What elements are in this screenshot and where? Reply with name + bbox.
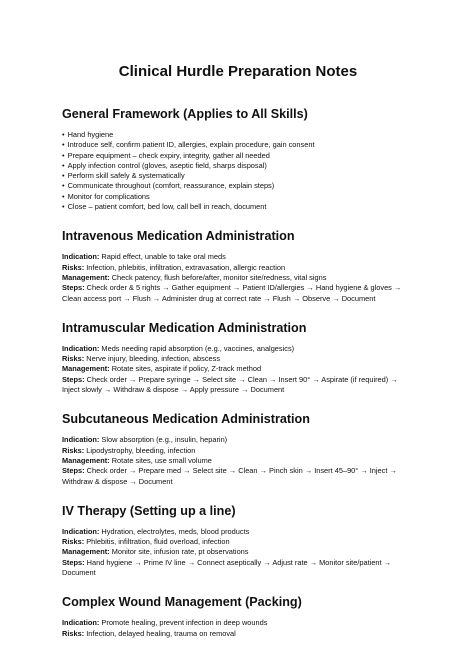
list-item: • Close – patient comfort, bed low, call bell in reach, document (62, 202, 414, 212)
management-text: Check patency, flush before/after, monitor site/redness, vital signs (109, 272, 327, 282)
management-text: Rotate sites, use small volume (109, 455, 212, 465)
steps-label: Steps: (62, 283, 85, 293)
list-item: • Apply infection control (gloves, aseptic field, sharps disposal) (62, 161, 414, 171)
indication-text: Rapid effect, unable to take oral meds (99, 252, 226, 262)
indication-label: Indication: (62, 435, 100, 445)
risks-text: Infection, delayed healing, trauma on removal (84, 628, 236, 638)
indication-text: Hydration, electrolytes, meds, blood products (99, 526, 250, 536)
indication-line (62, 435, 414, 445)
section-heading: General Framework (Applies to All Skills) (62, 107, 308, 121)
risks-text: Nerve injury, bleeding, infection, abscess (84, 354, 221, 364)
steps-text: Check order → Prepare syringe → Select site → Clean → Insert 90° → Aspirate (if required) → Inject slowly → Withdraw & dispose → Apply pressure → Document (62, 374, 398, 395)
list-item: • Hand hygiene (62, 130, 414, 140)
indication-line (62, 618, 414, 628)
risks-label: Risks: (62, 628, 85, 638)
steps-text: Check order → Prepare med → Select site → Clean → Pinch skin → Insert 45–90° → Inject → Withdraw & dispose → Document (62, 466, 397, 486)
steps-label: Steps: (62, 557, 85, 567)
management-label: Management: (62, 364, 110, 374)
indication-text: Promote healing, prevent infection in deep wounds (99, 618, 268, 628)
list-item: • Introduce self, confirm patient ID, allergies, explain procedure, gain consent (62, 140, 414, 150)
risks-line (62, 537, 414, 547)
risks-line (62, 354, 414, 364)
risks-text: Infection, phlebitis, infiltration, extravasation, allergic reaction (84, 262, 286, 272)
section-heading: IV Therapy (Setting up a line) (62, 503, 236, 518)
section-heading: Subcutaneous Medication Administration (62, 412, 310, 427)
steps-label: Steps: (62, 466, 85, 476)
risks-label: Risks: (62, 262, 85, 272)
management-line (62, 364, 414, 374)
management-line (62, 547, 414, 557)
management-label: Management: (62, 547, 110, 557)
steps-line (62, 283, 414, 304)
indication-label: Indication: (62, 343, 100, 353)
management-text: Monitor site, infusion rate, pt observations (109, 547, 249, 557)
steps-line (62, 466, 414, 487)
section-heading: Complex Wound Management (Packing) (62, 595, 302, 610)
risks-text: Phlebitis, infiltration, fluid overload, infection (84, 537, 230, 547)
bullet-list (62, 130, 414, 212)
indication-label: Indication: (62, 252, 100, 262)
indication-text: Slow absorption (e.g., insulin, heparin) (99, 435, 228, 445)
management-line (62, 456, 414, 466)
risks-label: Risks: (62, 354, 85, 364)
steps-label: Steps: (62, 374, 85, 384)
management-line (62, 273, 414, 283)
risks-line (62, 629, 414, 639)
steps-text: Hand hygiene → Prime IV line → Connect aseptically → Adjust rate → Monitor site/patient → Document (62, 557, 392, 578)
risks-line (62, 446, 414, 456)
risks-line (62, 263, 414, 273)
document-title: Clinical Hurdle Preparation Notes (118, 63, 358, 80)
section-heading: Intramuscular Medication Administration (62, 320, 307, 335)
indication-line (62, 527, 414, 537)
steps-text: Check order & 5 rights → Gather equipment → Patient ID/allergies → Hand hygiene & gloves → Clean access port → Flush → Administer drug at correct rate → Flush → Observe → Document (62, 283, 402, 303)
list-item: • Communicate throughout (comfort, reassurance, explain steps) (62, 181, 414, 191)
section-wound-packing (62, 595, 414, 639)
section-iv-medication (62, 229, 414, 303)
indication-text: Meds needing rapid absorption (e.g., vaccines, analgesics) (99, 343, 295, 353)
steps-line (62, 375, 414, 396)
risks-label: Risks: (62, 445, 85, 455)
management-label: Management: (62, 455, 110, 465)
section-subcutaneous-medication (62, 412, 414, 486)
management-label: Management: (62, 272, 110, 282)
indication-line (62, 252, 414, 262)
list-item: • Prepare equipment – check expiry, integrity, gather all needed (62, 151, 414, 161)
risks-text: Lipodystrophy, bleeding, infection (84, 445, 196, 455)
indication-line (62, 344, 414, 354)
section-heading: Intravenous Medication Administration (62, 229, 295, 244)
section-general-framework (62, 107, 414, 212)
indication-label: Indication: (62, 618, 100, 628)
risks-label: Risks: (62, 537, 85, 547)
steps-line (62, 558, 414, 579)
list-item: • Monitor for complications (62, 192, 414, 202)
indication-label: Indication: (62, 526, 100, 536)
section-im-medication (62, 321, 414, 395)
management-text: Rotate sites, aspirate if policy, Z-track method (109, 364, 262, 374)
list-item: • Perform skill safely & systematically (62, 171, 414, 181)
section-iv-therapy (62, 504, 414, 578)
